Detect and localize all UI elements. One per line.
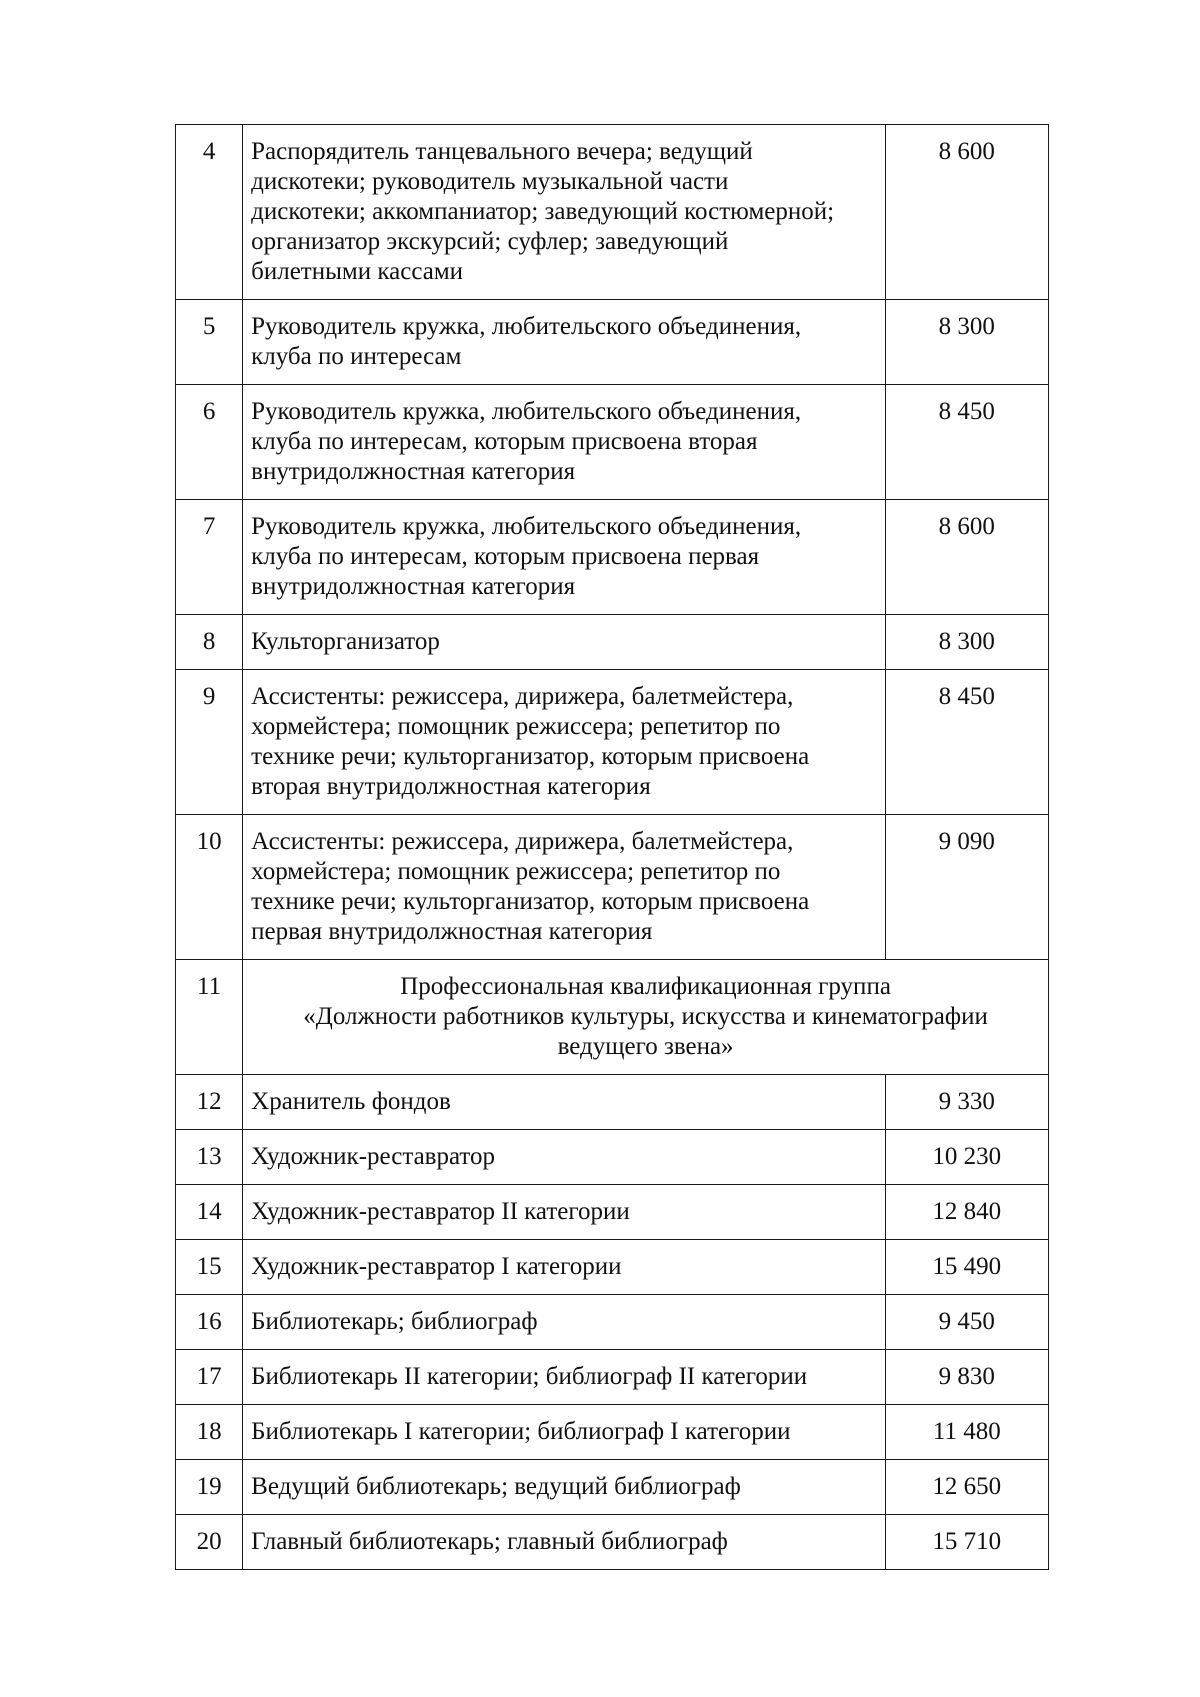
salary-value: 12 840 <box>885 1185 1048 1240</box>
row-number: 6 <box>176 385 243 500</box>
table-row <box>176 1295 1049 1350</box>
position-description-line: дискотеки; аккомпаниатор; заведующий костюмерной; <box>251 198 835 225</box>
row-number: 5 <box>176 300 243 385</box>
position-description-line: первая внутридолжностная категория <box>251 918 653 945</box>
row-number: 17 <box>176 1350 243 1405</box>
salary-value: 9 090 <box>885 815 1048 960</box>
position-description-line: технике речи; культорганизатор, которым присвоена <box>251 888 810 915</box>
salary-value: 8 450 <box>885 385 1048 500</box>
position-description-line: Главный библиотекарь; главный библиограф <box>251 1528 728 1555</box>
table-heading-row <box>176 960 1049 1075</box>
position-description-line: организатор экскурсий; суфлер; заведующий <box>251 228 729 255</box>
salary-value: 8 600 <box>885 125 1048 300</box>
position-description-line: билетными кассами <box>251 258 464 285</box>
salary-value: 10 230 <box>885 1130 1048 1185</box>
position-description <box>243 300 885 385</box>
position-description-line: внутридолжностная категория <box>251 458 576 485</box>
position-description <box>243 1130 885 1185</box>
salary-value: 8 600 <box>885 500 1048 615</box>
position-description-line: Распорядитель танцевального вечера; ведущий <box>251 138 753 165</box>
row-number: 18 <box>176 1405 243 1460</box>
salary-value: 11 480 <box>885 1405 1048 1460</box>
position-description <box>243 1350 885 1405</box>
position-description <box>243 500 885 615</box>
row-number: 12 <box>176 1075 243 1130</box>
position-description-line: Ведущий библиотекарь; ведущий библиограф <box>251 1473 741 1500</box>
position-description <box>243 1460 885 1515</box>
table-row <box>176 500 1049 615</box>
position-description-line: Руководитель кружка, любительского объединения, <box>251 313 802 340</box>
salary-table <box>175 124 1049 1570</box>
position-description-line: технике речи; культорганизатор, которым присвоена <box>251 743 810 770</box>
row-number: 11 <box>176 960 243 1075</box>
row-number: 8 <box>176 615 243 670</box>
row-number: 15 <box>176 1240 243 1295</box>
row-number: 19 <box>176 1460 243 1515</box>
position-description <box>243 615 885 670</box>
position-description <box>243 815 885 960</box>
position-description <box>243 1240 885 1295</box>
position-description-line: клуба по интересам <box>251 343 462 370</box>
row-number: 4 <box>176 125 243 300</box>
salary-value: 9 330 <box>885 1075 1048 1130</box>
row-number: 14 <box>176 1185 243 1240</box>
table-row <box>176 815 1049 960</box>
position-description <box>243 670 885 815</box>
salary-value: 8 300 <box>885 300 1048 385</box>
table-row <box>176 1350 1049 1405</box>
table-row <box>176 1405 1049 1460</box>
position-description-line: Хранитель фондов <box>251 1088 451 1115</box>
table-row <box>176 1460 1049 1515</box>
table-row <box>176 1075 1049 1130</box>
row-number: 10 <box>176 815 243 960</box>
position-description-line: Ассистенты: режиссера, дирижера, балетмейстера, <box>251 828 794 855</box>
table-row <box>176 300 1049 385</box>
position-description <box>243 1515 885 1570</box>
salary-value: 9 450 <box>885 1295 1048 1350</box>
position-description-line: Художник-реставратор <box>251 1143 496 1170</box>
group-heading-line: Профессиональная квалификационная группа <box>400 973 891 1000</box>
salary-value: 9 830 <box>885 1350 1048 1405</box>
position-description-line: дискотеки; руководитель музыкальной части <box>251 168 729 195</box>
position-description-line: Культорганизатор <box>251 628 440 655</box>
row-number: 20 <box>176 1515 243 1570</box>
salary-value: 8 300 <box>885 615 1048 670</box>
position-description-line: внутридолжностная категория <box>251 573 576 600</box>
row-number: 9 <box>176 670 243 815</box>
position-description <box>243 1075 885 1130</box>
position-description-line: Художник-реставратор II категории <box>251 1198 630 1225</box>
group-heading-line: «Должности работников культуры, искусства и кинематографии <box>303 1003 988 1030</box>
table-row <box>176 670 1049 815</box>
position-description-line: Руководитель кружка, любительского объединения, <box>251 398 802 425</box>
position-description <box>243 385 885 500</box>
table-row <box>176 615 1049 670</box>
table-row <box>176 1185 1049 1240</box>
group-heading-line: ведущего звена» <box>557 1033 734 1060</box>
table-row <box>176 385 1049 500</box>
group-heading <box>243 960 1049 1075</box>
table-row <box>176 1130 1049 1185</box>
position-description <box>243 1405 885 1460</box>
position-description-line: хормейстера; помощник режиссера; репетитор по <box>251 858 781 885</box>
position-description-line: Художник-реставратор I категории <box>251 1253 622 1280</box>
position-description-line: хормейстера; помощник режиссера; репетитор по <box>251 713 781 740</box>
position-description-line: Руководитель кружка, любительского объединения, <box>251 513 802 540</box>
position-description-line: клуба по интересам, которым присвоена первая <box>251 543 760 570</box>
position-description-line: Библиотекарь II категории; библиограф II категории <box>251 1363 808 1390</box>
salary-value: 8 450 <box>885 670 1048 815</box>
table-row <box>176 125 1049 300</box>
row-number: 13 <box>176 1130 243 1185</box>
table-row <box>176 1240 1049 1295</box>
position-description-line: вторая внутридолжностная категория <box>251 773 651 800</box>
salary-value: 12 650 <box>885 1460 1048 1515</box>
position-description-line: Библиотекарь; библиограф <box>251 1308 538 1335</box>
table-row <box>176 1515 1049 1570</box>
salary-value: 15 490 <box>885 1240 1048 1295</box>
row-number: 7 <box>176 500 243 615</box>
salary-value: 15 710 <box>885 1515 1048 1570</box>
salary-table-body <box>176 125 1049 1570</box>
position-description-line: Ассистенты: режиссера, дирижера, балетмейстера, <box>251 683 794 710</box>
position-description <box>243 1295 885 1350</box>
position-description-line: Библиотекарь I категории; библиограф I категории <box>251 1418 791 1445</box>
position-description <box>243 125 885 300</box>
position-description <box>243 1185 885 1240</box>
position-description-line: клуба по интересам, которым присвоена вторая <box>251 428 758 455</box>
row-number: 16 <box>176 1295 243 1350</box>
